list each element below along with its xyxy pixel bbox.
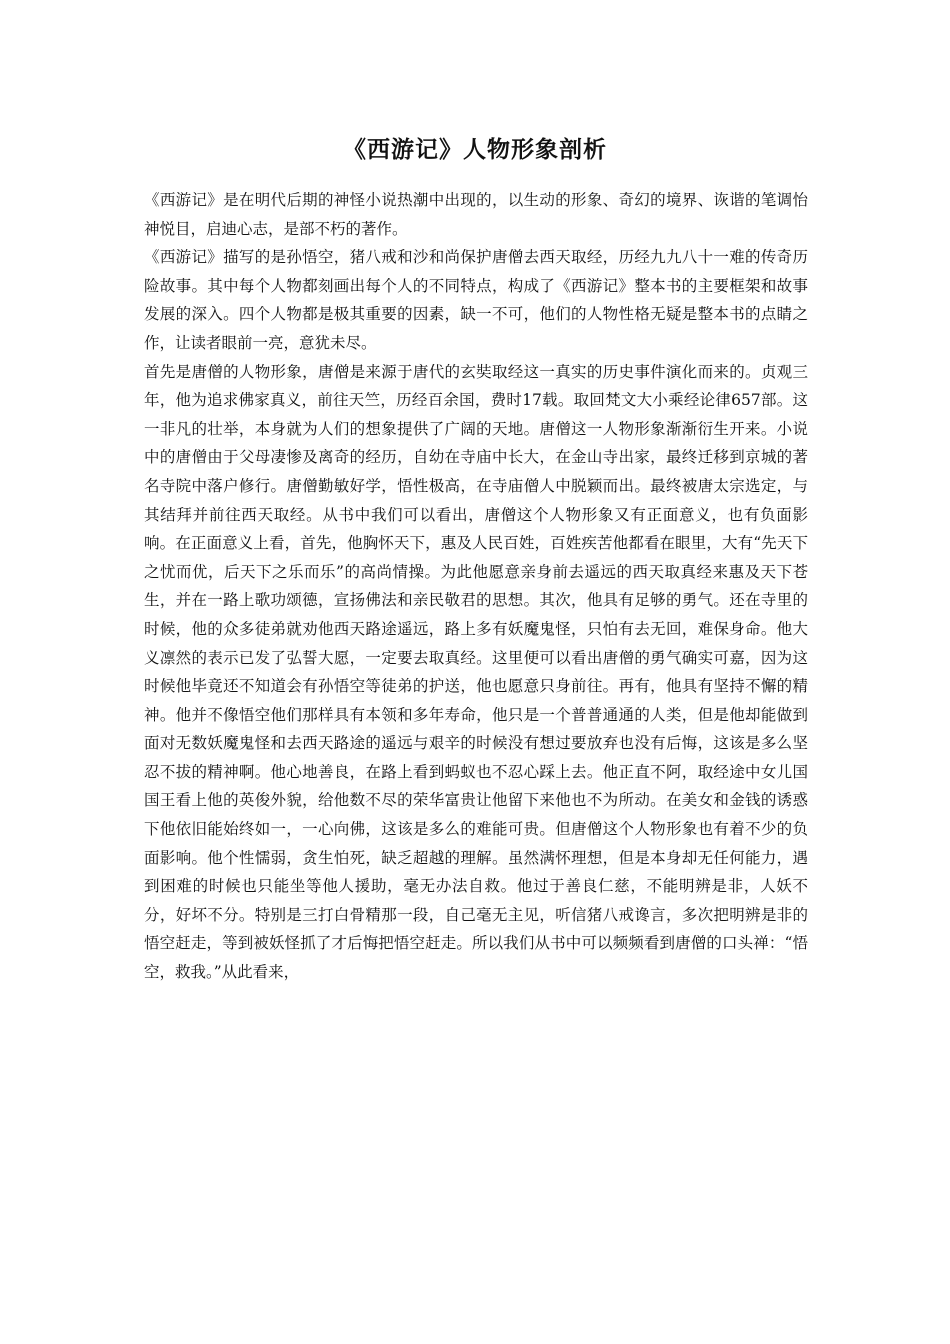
document-title: 《西游记》人物形象剖析 [343,136,607,163]
paragraph-intro: 《西游记》是在明代后期的神怪小说热潮中出现的，以生动的形象、奇幻的境界、诙谐的笔调怡神悦目，启迪心志，是部不朽的著作。 [144,191,808,238]
document-body [144,186,808,987]
paragraph-overview: 《西游记》描写的是孙悟空，猪八戒和沙和尚保护唐僧去西天取经，历经九九八十一难的传奇历险故事。其中每个人物都刻画出每个人的不同特点，构成了《西游记》整本书的主要框架和故事发展的深入。四个人物都是极其重要的因素，缺一不可，他们的人物性格无疑是整本书的点睛之作，让读者眼前一亮，意犹未尽。 [144,248,808,352]
paragraph-tang-seng: 首先是唐僧的人物形象，唐僧是来源于唐代的玄奘取经这一真实的历史事件演化而来的。贞观三年，他为追求佛家真义，前往天竺，历经百余国，费时17载。取回梵文大小乘经论律657部。这一非凡的壮举，本身就为人们的想象提供了广阔的天地。唐僧这一人物形象渐渐衍生开来。小说中的唐僧由于父母凄惨及离奇的经历，自幼在寺庙中长大，在金山寺出家，最终迁移到京城的著名寺院中落户修行。唐僧勤敏好学，悟性极高，在寺庙僧人中脱颖而出。最终被唐太宗选定，与其结拜并前往西天取经。从书中我们可以看出，唐僧这个人物形象又有正面意义，也有负面影响。在正面意义上看，首先，他胸怀天下，惠及人民百姓，百姓疾苦他都看在眼里，大有“先天下之忧而优，后天下之乐而乐”的高尚情操。为此他愿意亲身前去遥远的西天取真经来惠及天下苍生，并在一路上歌功颂德，宣扬佛法和亲民敬君的思想。其次，他具有足够的勇气。还在寺里的时候，他的众多徒弟就劝他西天路途遥远，路上多有妖魔鬼怪，只怕有去无回，难保身命。他大义凛然的表示已发了弘誓大愿，一定要去取真经。这里便可以看出唐僧的勇气确实可嘉，因为这时候他毕竟还不知道会有孙悟空等徒弟的护送，他也愿意只身前往。再有，他具有坚持不懈的精神。他并不像悟空他们那样具有本领和多年寿命，他只是一个普普通通的人类，但是他却能做到面对无数妖魔鬼怪和去西天路途的遥远与艰辛的时候没有想过要放弃也没有后悔，这该是多么坚忍不拔的精神啊。他心地善良，在路上看到蚂蚁也不忍心踩上去。他正直不阿，取经途中女儿国国王看上他的英俊外貌，给他数不尽的荣华富贵让他留下来他也不为所动。在美女和金钱的诱惑下他依旧能始终如一，一心向佛，这该是多么的难能可贵。但唐僧这个人物形象也有着不少的负面影响。他个性懦弱，贪生怕死，缺乏超越的理解。虽然满怀理想，但是本身却无任何能力，遇到困难的时候也只能坐等他人援助，毫无办法自救。他过于善良仁慈，不能明辨是非，人妖不分，好坏不分。特别是三打白骨精那一段，自己毫无主见，听信猪八戒谗言，多次把明辨是非的悟空赶走，等到被妖怪抓了才后悔把悟空赶走。所以我们从书中可以频频看到唐僧的口头禅：“悟空，救我。”从此看来， [144,362,808,982]
